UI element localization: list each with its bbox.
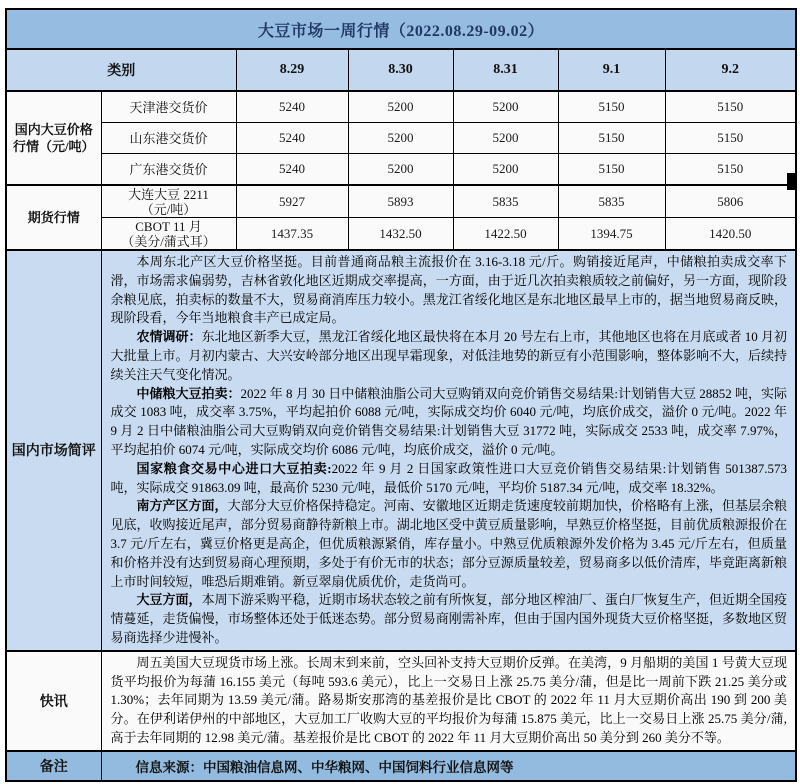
page-title: 大豆市场一周行情（2022.08.29-09.02） <box>6 9 796 49</box>
value-cell: 5150 <box>665 123 796 154</box>
header-row <box>6 49 796 91</box>
table-row <box>6 218 796 251</box>
row-label-unit: （美分/蒲式耳） <box>121 233 216 249</box>
value-cell: 5893 <box>348 185 453 218</box>
paragraph-lead: 南方产区方面， <box>136 498 228 514</box>
value-cell: 5200 <box>453 154 558 186</box>
news-paragraph: 周五美国大豆现货市场上涨。长周末到来前，空头回补支持大豆期价反弹。在美湾，9 月船期的美国 1 号黄大豆现货平均报价为每蒲 16.155 美元（每吨 593.6 美元），比上一交易日上涨 25.75 美分/蒲，但是比一周前下跌 21.25 美分或 1.30%；去年同期为 13.59 美元/蒲。路易斯安那湾的基差报价是比 CBOT 的 2022 年 11 月大豆期价高出 190 到 200 美分。在伊利诺伊州的中部地区，大豆加工厂收购大豆的平均报价为每蒲 15.875 美元，比上一交易日上涨 25.75 美分/蒲,高于去年同期的 12.98 美元/蒲。基差报价是比 CBOT 的 2022 年 11 月大豆期价高出 50 美分到 260 美分不等。 <box>110 654 788 745</box>
value-cell: 5240 <box>236 154 348 186</box>
paragraph-text: 2022 年 9 月 2 日国家政策性进口大豆竞价销售交易结果:计划销售 501387.573 吨，实际成交 91863.09 吨，最高价 5230 元/吨，最低价 5170 元/吨，平均价 5187.34 元/吨，成交率 18.32%。 <box>110 460 788 495</box>
news-label: 快讯 <box>6 651 101 751</box>
value-cell: 1394.75 <box>558 218 665 251</box>
date-header-2: 8.30 <box>348 49 453 91</box>
value-cell: 5200 <box>453 91 558 123</box>
row-label-dalian <box>101 185 236 218</box>
news-body <box>101 651 796 751</box>
date-header-4: 9.1 <box>558 49 665 91</box>
paragraph-text: 东北地区新季大豆，黑龙江省绥化地区最快将在本月 20 号左右上市，其他地区也将在月底或者 10 月初大批量上市。月初内蒙古、大兴安岭部分地区出现早霜现象，对低洼地势的新豆有小范围影响，整体影响不大，后续持续关注天气变化情况。 <box>110 329 788 382</box>
value-cell: 5150 <box>665 154 796 186</box>
value-cell: 5200 <box>348 123 453 154</box>
value-cell: 5200 <box>348 91 453 123</box>
review-paragraph <box>111 591 788 647</box>
table-row <box>6 91 796 123</box>
date-header-1: 8.29 <box>236 49 348 91</box>
category-header: 类别 <box>6 49 236 91</box>
soybean-weekly-table <box>5 8 797 782</box>
paragraph-text: 2022 年 8 月 30 日中储粮油脂公司大豆购销双向竞价销售交易结果:计划销售大豆 28852 吨，实际成交 1083 吨，成交率 3.75%，平均起拍价 6088 元/吨，实际成交均价 6040 元/吨，均底价成交，溢价 0 元/吨。2022 年 9 月 2 日中储粮油脂公司大豆购销双向竞价销售交易结果:计划销售大豆 31772 吨，实际成交 2533 吨，成交率 7.97%，平均起拍价 6074 元/吨，实际成交均价 6086 元/吨，均底价成交，溢价 0 元/吨。 <box>110 385 788 457</box>
review-paragraph <box>111 253 788 328</box>
paragraph-text: 本周下游采购平稳，近期市场状态较之前有所恢复，部分地区榨油厂、蛋白厂恢复生产，但近期全国疫情蔓延，走货偏慢，市场整体还处于低迷态势。部分贸易商刚需补库，但由于国内国外现货大豆价格坚挺，多数地区贸易商选择少进慢补。 <box>110 592 788 645</box>
row-label-guangdong: 广东港交货价 <box>101 154 236 186</box>
news-section <box>6 651 796 751</box>
paragraph-lead: 中储粮大豆拍卖： <box>136 385 241 401</box>
review-body <box>101 250 796 651</box>
value-cell: 5150 <box>558 91 665 123</box>
value-cell: 5150 <box>665 91 796 123</box>
row-label-shandong: 山东港交货价 <box>101 123 236 154</box>
date-header-3: 8.31 <box>453 49 558 91</box>
value-cell: 5806 <box>665 185 796 218</box>
paragraph-lead: 大豆方面， <box>136 592 202 608</box>
review-paragraph <box>111 385 788 460</box>
table-row <box>6 185 796 218</box>
value-cell: 5835 <box>453 185 558 218</box>
value-cell: 5240 <box>236 123 348 154</box>
value-cell: 1422.50 <box>453 218 558 251</box>
row-label-tianjin: 天津港交货价 <box>101 91 236 123</box>
value-cell: 5240 <box>236 91 348 123</box>
review-paragraph <box>111 460 788 498</box>
table-row <box>6 123 796 154</box>
paragraph-lead: 农情调研： <box>136 329 202 345</box>
title-row <box>6 9 796 49</box>
source-text: 信息来源：中国粮油信息网、中华粮网、中国饲料行业信息网等 <box>101 751 796 781</box>
row-label-line1: 大连大豆 2211 <box>128 186 209 202</box>
value-cell: 5927 <box>236 185 348 218</box>
remark-row <box>6 751 796 781</box>
value-cell: 5200 <box>453 123 558 154</box>
right-edge-mark <box>787 173 796 190</box>
value-cell: 5150 <box>558 123 665 154</box>
review-section <box>6 250 796 651</box>
value-cell: 5150 <box>558 154 665 186</box>
row-label-cbot <box>101 218 236 251</box>
paragraph-text: 大部分大豆价格保持稳定。河南、安徽地区近期走货速度较前期加快，价格略有上涨，但基层余粮见底，收购接近尾声，部分贸易商静待新粮上市。湖北地区受中黄豆质量影响，早熟豆价格坚挺，目前优质粮源报价在 3.7 元/斤左右，冀豆价格更是高企，但优质粮源紧俏，库存量小。中熟豆优质粮源外发价格为 3.45 元/斤左右，但质量和价格并没有达到贸易商心理预期，多处于有价无市的状态；部分豆源质量较差，贸易商多以低价清库，毕竟距离新粮上市时间较短，唯恐后期难销。新豆翠扇优质优价，走货尚可。 <box>110 498 788 589</box>
row-label-line1: CBOT 11 月 <box>135 218 202 234</box>
date-header-5: 9.2 <box>665 49 796 91</box>
paragraph-text: 本周东北产区大豆价格坚挺。目前普通商品粮主流报价在 3.16-3.18 元/斤。购销接近尾声，中储粮拍卖成交率下滑，市场需求偏弱势，吉林省敦化地区近期成交率提高，一方面，由于近几次拍卖粮质较之前偏好，另一方面，现阶段余粮见底，拍卖标的数量不大，贸易商消库压力较小。黑龙江省绥化地区是东北地区最早上市的，据当地贸易商反映，现阶段看，今年当地粮食丰产已成定局。 <box>110 254 788 326</box>
value-cell: 5835 <box>558 185 665 218</box>
value-cell: 1437.35 <box>236 218 348 251</box>
table-row <box>6 154 796 186</box>
value-cell: 5200 <box>348 154 453 186</box>
remark-label: 备注 <box>6 751 101 781</box>
review-paragraph <box>111 328 788 384</box>
group-label-futures: 期货行情 <box>6 185 101 250</box>
review-label: 国内市场简评 <box>6 250 101 651</box>
group-label-domestic: 国内大豆价格行情（元/吨） <box>6 91 101 185</box>
value-cell: 1432.50 <box>348 218 453 251</box>
row-label-unit: （元/吨） <box>140 201 197 217</box>
review-paragraph <box>111 497 788 591</box>
paragraph-lead: 国家粮食交易中心进口大豆拍卖: <box>136 460 332 476</box>
value-cell: 1420.50 <box>665 218 796 251</box>
